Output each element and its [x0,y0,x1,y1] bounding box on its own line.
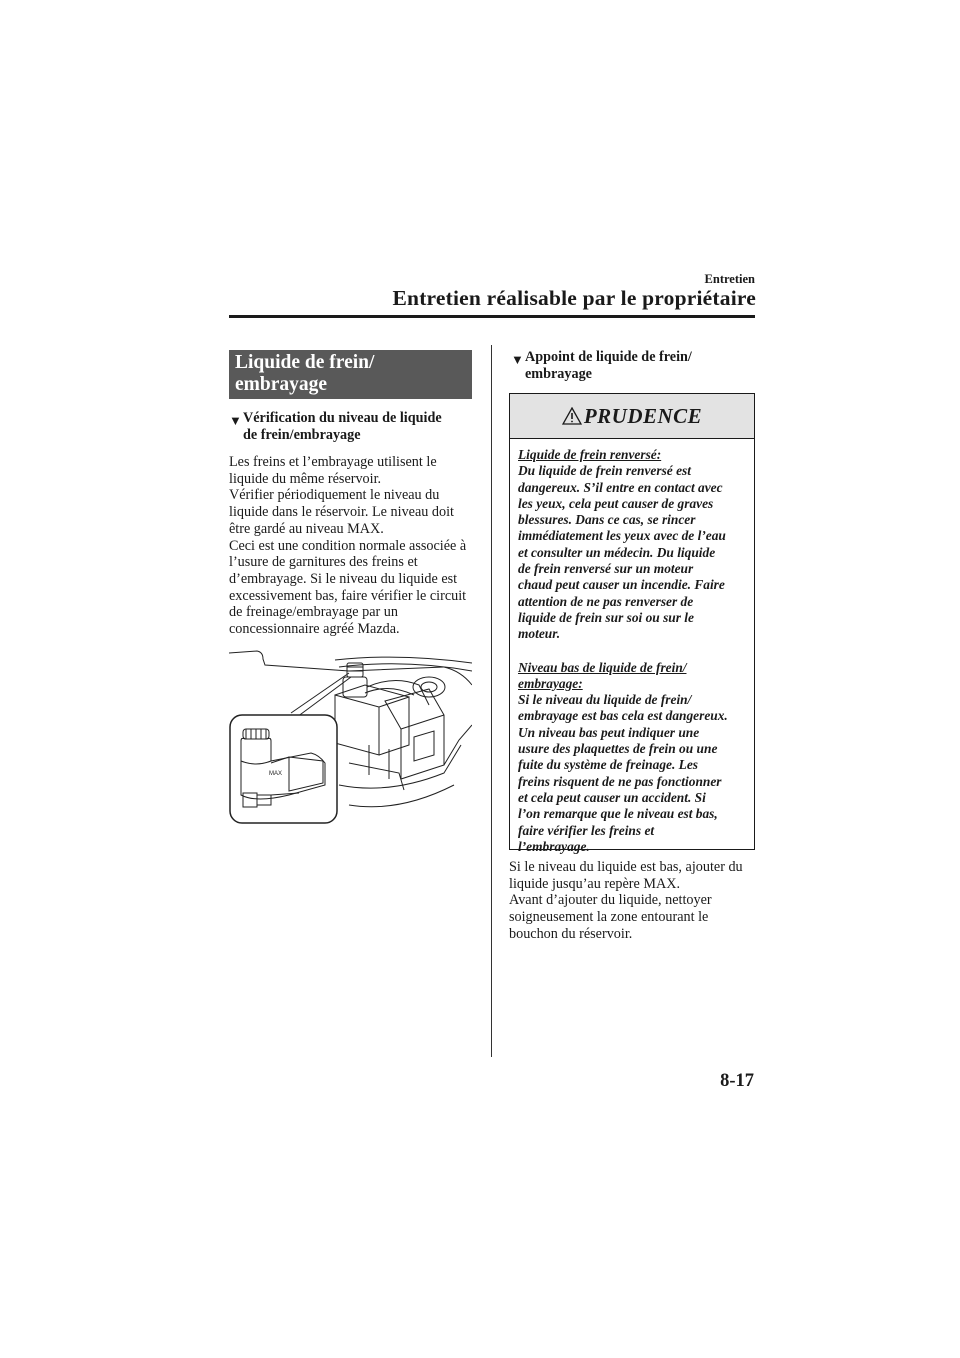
left-body-line: d’embrayage. Si le niveau du liquide est [229,570,458,587]
caution-line: les yeux, cela peut causer de graves [518,495,714,511]
right-body-line: bouchon du réservoir. [509,925,633,942]
left-body-line: liquide du même réservoir. [229,470,382,487]
caution-line: usure des plaquettes de frein ou une [518,741,718,757]
caution-line: fuite du système de freinage. Les [518,757,698,773]
left-body-line: concessionnaire agréé Mazda. [229,621,400,638]
caution-line: de frein renversé sur un moteur [518,561,694,577]
caution-line: et consulter un médecin. Du liquide [518,544,716,560]
header-section-label: Entretien [704,272,755,286]
page-number: 8-17 [720,1071,754,1091]
right-subheading [511,349,755,383]
left-body-text [229,454,479,638]
warning-triangle-icon [562,407,582,425]
caution-line: chaud peut causer un incendie. Faire [518,577,725,593]
caution-item2-title-line2: embrayage: [518,675,583,691]
column-divider [491,345,492,1057]
caution-line: attention de ne pas renverser de [518,593,694,609]
caution-line: moteur. [518,626,561,642]
left-body-line: de freinage/embrayage par un [229,604,398,621]
caution-line: liquide de frein sur soi ou sur le [518,609,694,625]
left-body-line: être gardé au niveau MAX. [229,520,384,537]
left-body-line: l’usure de garnitures des freins et [229,554,418,571]
max-mark-label: MAX [269,771,283,777]
left-body-line: Ceci est une condition normale associée à [229,537,467,554]
section-title-line2: embrayage [235,374,328,395]
caution-line: l’embrayage. [518,838,590,854]
caution-body [510,439,754,855]
left-subheading-line1: Vérification du niveau de liquide [243,410,442,426]
engine-bay-drawing [229,645,472,825]
caution-line: blessures. Dans ce cas, se rincer [518,512,696,528]
left-body-line: liquide dans le réservoir. Le niveau doit [229,504,454,521]
left-body-line: excessivement bas, faire vérifier le circuit [229,587,467,604]
right-body-line: Si le niveau du liquide est bas, ajouter du [509,859,743,875]
brake-reservoir-illustration [229,645,472,825]
caution-item2-title-line1: Niveau bas de liquide de frein/ [518,659,687,675]
caution-line: Du liquide de frein renversé est [518,463,691,479]
caution-line: Si le niveau du liquide de frein/ [518,692,692,708]
section-title-box [229,350,472,399]
caution-line: embrayage est bas cela est dangereux. [518,708,728,724]
right-body-text [509,859,759,943]
caution-line: immédiatement les yeux avec de l’eau [518,528,726,544]
caution-box [509,393,755,854]
right-body-line: Avant d’ajouter du liquide, nettoyer [509,892,712,909]
caution-title: PRUDENCE [583,403,703,428]
right-body-line: liquide jusqu’au repère MAX. [509,875,680,892]
header-title: Entretien réalisable par le propriétaire [392,286,756,310]
triangle-bullet-icon: ▼ [511,352,524,367]
caution-line: Un niveau bas peut indiquer une [518,724,700,740]
caution-line: faire vérifier les freins et [518,822,655,838]
caution-line: et cela peut causer un accident. Si [518,789,706,805]
left-subheading-line2: de frein/embrayage [243,427,361,443]
header-rule [229,315,755,318]
left-body-line: Vérifier périodiquement le niveau du [229,487,440,504]
caution-line: l’on remarque que le niveau est bas, [518,806,718,822]
caution-header [510,394,754,439]
left-body-line: Les freins et l’embrayage utilisent le [229,454,437,470]
right-body-line: soigneusement la zone entourant le [509,909,709,926]
right-subheading-line1: Appoint de liquide de frein/ [525,349,692,365]
triangle-bullet-icon: ▼ [229,413,242,428]
caution-line: freins risquent de ne pas fonctionner [518,773,722,789]
caution-line: dangereux. S’il entre en contact avec [518,479,723,495]
left-subheading [229,410,479,444]
section-title-line1: Liquide de frein/ [235,352,375,373]
caution-item1-title: Liquide de frein renversé: [518,447,662,462]
right-subheading-line2: embrayage [525,366,592,382]
